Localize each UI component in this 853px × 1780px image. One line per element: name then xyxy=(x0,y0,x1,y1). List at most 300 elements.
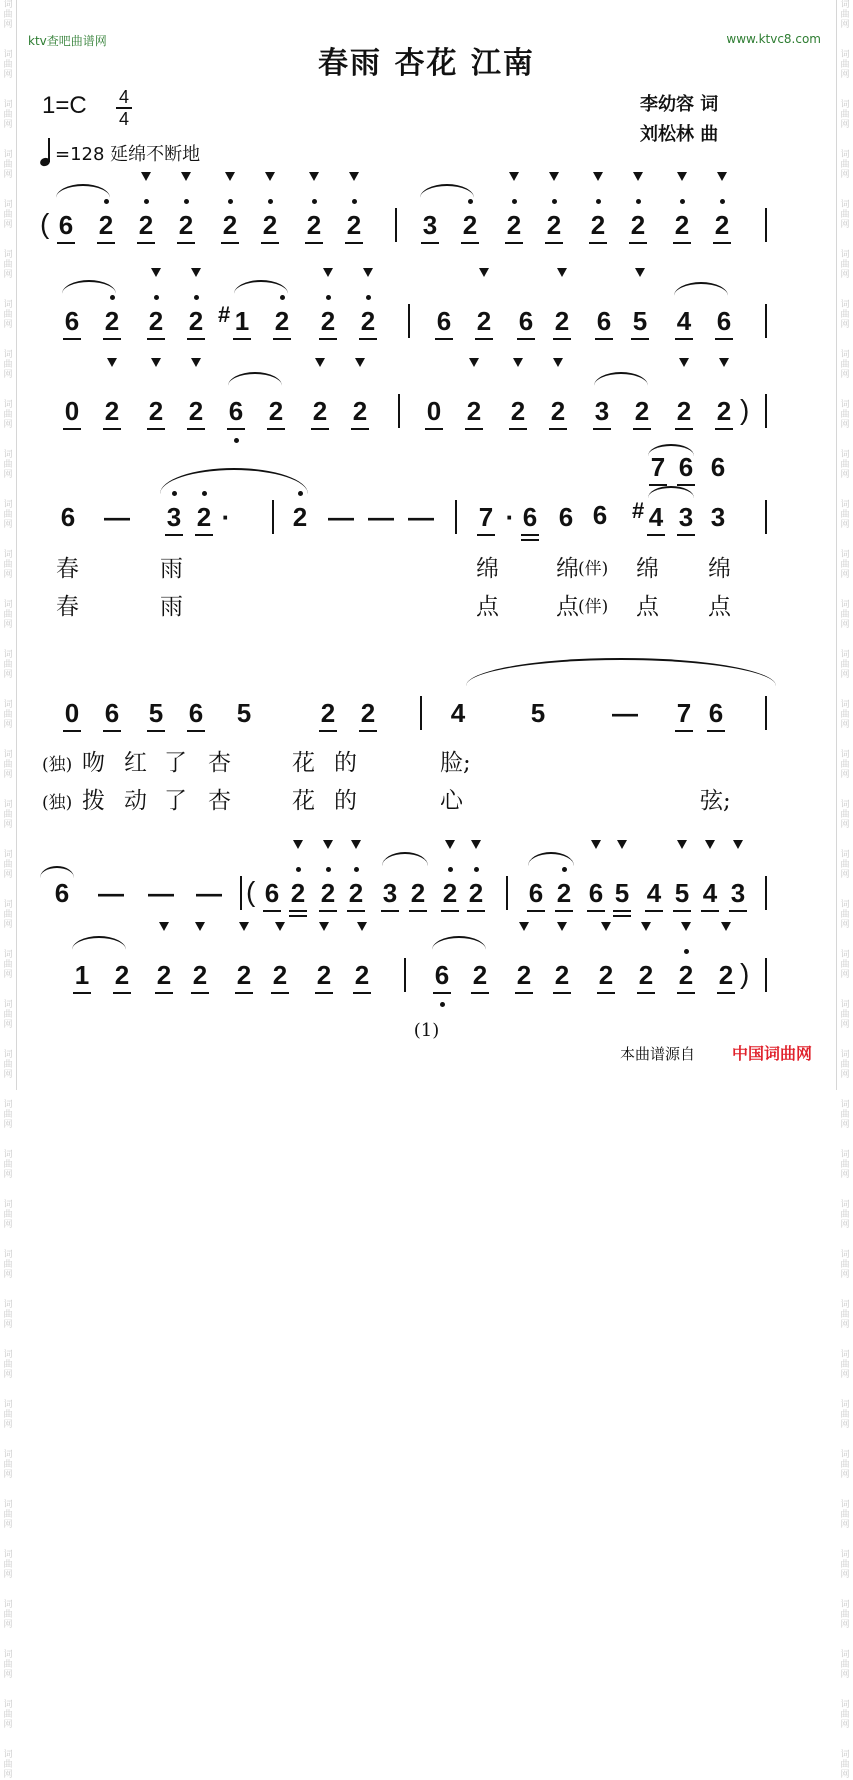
low-octave-dot xyxy=(440,1002,445,1007)
note: 2 xyxy=(460,212,480,238)
high-octave-dot xyxy=(326,295,331,300)
composer: 刘松林 曲 xyxy=(640,124,719,145)
high-octave-dot xyxy=(680,199,685,204)
lyric-word: 绵 xyxy=(708,556,731,582)
barline xyxy=(765,958,767,992)
note: 3 xyxy=(728,880,748,906)
note: 2 xyxy=(544,212,564,238)
beam-line xyxy=(97,242,115,244)
note: 6 xyxy=(706,700,726,726)
slur xyxy=(234,280,288,294)
beam-line xyxy=(517,338,535,340)
note: 2 xyxy=(628,212,648,238)
beam-line xyxy=(165,534,183,536)
note: 2 xyxy=(588,212,608,238)
high-octave-dot xyxy=(268,199,273,204)
note: 2 xyxy=(358,308,378,334)
lyricist: 李幼容 词 xyxy=(640,94,719,115)
lyric-word: 吻 xyxy=(82,750,105,776)
accent-mark xyxy=(705,840,715,849)
accent-mark xyxy=(549,172,559,181)
note: 2 xyxy=(102,308,122,334)
parenthesis: ( xyxy=(246,876,256,907)
beam-line xyxy=(137,242,155,244)
watermark-left: ktv查吧曲谱网 xyxy=(28,34,107,48)
beam-line xyxy=(305,242,323,244)
barline xyxy=(240,876,242,910)
beam-line xyxy=(113,992,131,994)
note: 6 xyxy=(676,454,696,480)
note: 4 xyxy=(646,504,666,530)
beam-line xyxy=(677,534,695,536)
slur xyxy=(674,282,728,296)
slur xyxy=(382,852,428,866)
beam-line xyxy=(351,428,369,430)
beam-line xyxy=(289,910,307,912)
beam-line xyxy=(549,428,567,430)
note: 7 xyxy=(648,454,668,480)
beam-line xyxy=(73,992,91,994)
note: 2 xyxy=(554,880,574,906)
beam-line xyxy=(359,338,377,340)
accent-mark xyxy=(617,840,627,849)
barline xyxy=(765,208,767,242)
note: 2 xyxy=(636,962,656,988)
accent-mark xyxy=(471,840,481,849)
slur xyxy=(648,444,694,456)
tempo-marking xyxy=(40,138,200,166)
slur xyxy=(528,852,574,866)
note: 2 xyxy=(260,212,280,238)
beam-line xyxy=(263,910,281,912)
beam-line xyxy=(267,428,285,430)
beam-line xyxy=(187,338,205,340)
accent-mark xyxy=(151,268,161,277)
beam-line xyxy=(195,534,213,536)
slur xyxy=(62,280,116,294)
lyric-word: 点 xyxy=(708,594,731,620)
barline xyxy=(765,394,767,428)
beam-line xyxy=(63,338,81,340)
note: 2 xyxy=(716,962,736,988)
slur xyxy=(594,372,648,386)
time-signature xyxy=(116,88,132,128)
note: 6 xyxy=(54,878,70,908)
beam-line xyxy=(63,428,81,430)
accent-mark xyxy=(355,358,365,367)
beam-line xyxy=(425,428,443,430)
high-octave-dot xyxy=(154,295,159,300)
note: — xyxy=(148,878,174,908)
accent-mark xyxy=(357,922,367,931)
note: 3 xyxy=(164,504,184,530)
lyric-word: 了 xyxy=(164,750,187,776)
beam-line xyxy=(235,992,253,994)
note: · xyxy=(505,502,515,532)
beam-line xyxy=(435,338,453,340)
beam-line xyxy=(347,910,365,912)
accent-mark xyxy=(445,840,455,849)
barline xyxy=(455,500,457,534)
accent-mark xyxy=(479,268,489,277)
note: 2 xyxy=(176,212,196,238)
beam-line xyxy=(477,534,495,536)
note: 6 xyxy=(526,880,546,906)
note: 2 xyxy=(514,962,534,988)
beam-line xyxy=(673,910,691,912)
high-octave-dot xyxy=(228,199,233,204)
beam-line xyxy=(677,484,695,486)
note: 0 xyxy=(424,398,444,424)
beam-line xyxy=(545,242,563,244)
accent-mark xyxy=(265,172,275,181)
note: 6 xyxy=(60,502,76,532)
accent-mark xyxy=(309,172,319,181)
lyric-word: 点 xyxy=(476,594,499,620)
beam-line xyxy=(701,910,719,912)
accent-mark xyxy=(733,840,743,849)
left-side-watermark: 词 曲 网 词 曲 网 词 曲 网 词 曲 网 词 曲 网 词 曲 网 词 曲 网 词 曲 网 词 曲 网 词 曲 网 词 曲 网 词 曲 网 词 曲 网 词 曲 网 词 曲 网 词 曲 网 词 曲 网 词 曲 网 词 曲 网 词 曲 网 词 曲 网 词 曲 网 词 曲 网 词 曲 网 词 曲 网 词 曲 网 词 曲 网 词 曲 网 词 曲 网 词 曲 网 词 曲 网 词 曲 网 词 曲 网 词 曲 网 词 曲 网 词 曲 网 xyxy=(3,0,13,1780)
note: 4 xyxy=(644,880,664,906)
beam-line xyxy=(713,242,731,244)
note: 1 xyxy=(72,962,92,988)
beam-line xyxy=(465,428,483,430)
slur xyxy=(56,184,110,198)
beam-line xyxy=(441,910,459,912)
note: 2 xyxy=(292,502,308,532)
accent-mark xyxy=(677,172,687,181)
beam-line xyxy=(715,338,733,340)
note: 6 xyxy=(62,308,82,334)
parenthesis: ( xyxy=(40,208,50,239)
slur xyxy=(432,936,486,950)
barline xyxy=(404,958,406,992)
high-octave-dot xyxy=(326,867,331,872)
accent-mark xyxy=(633,172,643,181)
quarter-note-icon xyxy=(40,138,52,166)
beam-line xyxy=(675,730,693,732)
high-octave-dot xyxy=(366,295,371,300)
beam-line xyxy=(319,338,337,340)
beam-line xyxy=(589,242,607,244)
accent-mark xyxy=(293,840,303,849)
note: 2 xyxy=(470,962,490,988)
parenthesis: ) xyxy=(740,394,750,425)
beam-line xyxy=(673,242,691,244)
beam-line xyxy=(729,910,747,912)
accent-mark xyxy=(195,922,205,931)
lyric-word: 春 xyxy=(56,594,79,620)
lyric-word: 绵 xyxy=(476,556,499,582)
beam-line xyxy=(233,338,251,340)
beam-line xyxy=(675,338,693,340)
footer-source: 本曲谱源自 xyxy=(620,1045,696,1063)
note: 2 xyxy=(314,962,334,988)
parenthesis: ) xyxy=(740,958,750,989)
barline xyxy=(765,876,767,910)
high-octave-dot xyxy=(468,199,473,204)
note: 6 xyxy=(434,308,454,334)
barline xyxy=(420,696,422,730)
lyric-word: 春 xyxy=(56,556,79,582)
time-sig-top: 4 xyxy=(118,87,129,107)
note: 6 xyxy=(594,308,614,334)
barline xyxy=(272,500,274,534)
high-octave-dot xyxy=(636,199,641,204)
note: 2 xyxy=(272,308,292,334)
note: — xyxy=(98,878,124,908)
beam-line xyxy=(381,910,399,912)
lyric-word: (独) xyxy=(42,755,73,775)
beam-line xyxy=(707,730,725,732)
note: 2 xyxy=(352,962,372,988)
note: 6 xyxy=(56,212,76,238)
high-octave-dot xyxy=(552,199,557,204)
beam-line xyxy=(155,992,173,994)
note: 6 xyxy=(102,700,122,726)
note: 2 xyxy=(672,212,692,238)
beam-line xyxy=(521,539,539,541)
accent-mark xyxy=(719,358,729,367)
barline xyxy=(398,394,400,428)
note: 2 xyxy=(146,398,166,424)
beam-line xyxy=(645,910,663,912)
accent-mark xyxy=(469,358,479,367)
note: 2 xyxy=(358,700,378,726)
note: 6 xyxy=(558,502,574,532)
note: 2 xyxy=(714,398,734,424)
barline xyxy=(506,876,508,910)
high-octave-dot xyxy=(312,199,317,204)
accent-mark xyxy=(635,268,645,277)
note: — xyxy=(368,502,394,532)
note: 2 xyxy=(154,962,174,988)
accent-mark xyxy=(351,840,361,849)
beam-line xyxy=(675,428,693,430)
sharp-sign: # xyxy=(218,302,231,327)
note: 2 xyxy=(350,398,370,424)
note: 2 xyxy=(136,212,156,238)
beam-line xyxy=(515,992,533,994)
time-sig-bottom: 4 xyxy=(118,109,129,129)
note: 2 xyxy=(318,308,338,334)
accent-mark xyxy=(323,840,333,849)
note: 2 xyxy=(288,880,308,906)
beam-line xyxy=(587,910,605,912)
note: 2 xyxy=(102,398,122,424)
lyric-word: 绵 xyxy=(556,556,579,582)
beam-line xyxy=(613,915,631,917)
beam-line xyxy=(57,242,75,244)
beam-line xyxy=(319,730,337,732)
high-octave-dot xyxy=(354,867,359,872)
lyric-word: 动 xyxy=(124,788,147,814)
lyric-word: 绵 xyxy=(636,556,659,582)
note: 2 xyxy=(466,880,486,906)
note: — xyxy=(612,698,638,728)
lyric-word: 了 xyxy=(164,788,187,814)
accent-mark xyxy=(363,268,373,277)
beam-line xyxy=(433,992,451,994)
accent-mark xyxy=(315,358,325,367)
beam-line xyxy=(319,910,337,912)
note: 3 xyxy=(380,880,400,906)
accent-mark xyxy=(191,268,201,277)
accent-mark xyxy=(323,268,333,277)
note: 2 xyxy=(712,212,732,238)
note: 4 xyxy=(700,880,720,906)
accent-mark xyxy=(641,922,651,931)
note: 3 xyxy=(592,398,612,424)
barline xyxy=(408,304,410,338)
high-octave-dot xyxy=(194,295,199,300)
note: 2 xyxy=(304,212,324,238)
beam-line xyxy=(289,915,307,917)
beam-line xyxy=(63,730,81,732)
note: — xyxy=(408,502,434,532)
note: 1 xyxy=(232,308,252,334)
slur xyxy=(72,936,126,950)
barline xyxy=(765,304,767,338)
note: 6 xyxy=(710,452,726,482)
accent-mark xyxy=(591,840,601,849)
accent-mark xyxy=(677,840,687,849)
note: 2 xyxy=(552,962,572,988)
beam-line xyxy=(467,910,485,912)
note: — xyxy=(196,878,222,908)
note: 2 xyxy=(310,398,330,424)
note: 5 xyxy=(672,880,692,906)
high-octave-dot xyxy=(512,199,517,204)
barline xyxy=(765,696,767,730)
accent-mark xyxy=(319,922,329,931)
beam-line xyxy=(717,992,735,994)
note: — xyxy=(328,502,354,532)
beam-line xyxy=(597,992,615,994)
high-octave-dot xyxy=(352,199,357,204)
note: 2 xyxy=(344,212,364,238)
note: 7 xyxy=(674,700,694,726)
beam-line xyxy=(311,428,329,430)
accent-mark xyxy=(557,268,567,277)
beam-line xyxy=(103,338,121,340)
note: 2 xyxy=(318,880,338,906)
high-octave-dot xyxy=(144,199,149,204)
barline xyxy=(765,500,767,534)
slur xyxy=(420,184,474,198)
watermark-right: www.ktvc8.com xyxy=(726,32,821,46)
lyric-word: 点 xyxy=(636,594,659,620)
key-signature: 1=C xyxy=(42,92,87,119)
beam-line xyxy=(715,428,733,430)
note: 6 xyxy=(186,700,206,726)
note: 2 xyxy=(220,212,240,238)
tempo-text: =128 延绵不断地 xyxy=(55,144,201,165)
beam-line xyxy=(631,338,649,340)
beam-line xyxy=(553,992,571,994)
accent-mark xyxy=(141,172,151,181)
note: 6 xyxy=(516,308,536,334)
note: 2 xyxy=(346,880,366,906)
high-octave-dot xyxy=(296,867,301,872)
note: 2 xyxy=(548,398,568,424)
lyric-word: 的 xyxy=(334,750,357,776)
beam-line xyxy=(221,242,239,244)
accent-mark xyxy=(553,358,563,367)
lyric-word: 拨 xyxy=(82,788,105,814)
note: 6 xyxy=(520,504,540,530)
note: 2 xyxy=(408,880,428,906)
accent-mark xyxy=(681,922,691,931)
beam-line xyxy=(273,338,291,340)
note: 6 xyxy=(226,398,246,424)
sharp-sign: # xyxy=(632,498,645,523)
lyric-word: 弦; xyxy=(700,788,731,814)
note: 0 xyxy=(62,398,82,424)
beam-line xyxy=(359,730,377,732)
beam-line xyxy=(261,242,279,244)
accent-mark xyxy=(519,922,529,931)
beam-line xyxy=(595,338,613,340)
beam-line xyxy=(227,428,245,430)
lyric-word: 花 xyxy=(292,788,315,814)
lyric-word: (伴) xyxy=(578,597,609,617)
note: 2 xyxy=(440,880,460,906)
note: 2 xyxy=(674,398,694,424)
accent-mark xyxy=(349,172,359,181)
note: 2 xyxy=(464,398,484,424)
high-octave-dot xyxy=(562,867,567,872)
beam-line xyxy=(629,242,647,244)
beam-line xyxy=(647,534,665,536)
beam-line xyxy=(345,242,363,244)
accent-mark xyxy=(679,358,689,367)
accent-mark xyxy=(181,172,191,181)
credits xyxy=(640,90,718,150)
note: 5 xyxy=(236,698,252,728)
high-octave-dot xyxy=(474,867,479,872)
page-number: (1) xyxy=(413,1020,440,1041)
note: 4 xyxy=(674,308,694,334)
accent-mark xyxy=(513,358,523,367)
note: · xyxy=(221,502,231,532)
high-octave-dot xyxy=(684,949,689,954)
note: 2 xyxy=(504,212,524,238)
accent-mark xyxy=(557,922,567,931)
accent-mark xyxy=(239,922,249,931)
lyric-word: 红 xyxy=(124,750,147,776)
high-octave-dot xyxy=(110,295,115,300)
note: 6 xyxy=(714,308,734,334)
lyric-word: (独) xyxy=(42,793,73,813)
note: 2 xyxy=(552,308,572,334)
beam-line xyxy=(103,428,121,430)
lyric-word: 杏 xyxy=(208,788,231,814)
accent-mark xyxy=(601,922,611,931)
lyric-word: 花 xyxy=(292,750,315,776)
high-octave-dot xyxy=(596,199,601,204)
beam-line xyxy=(633,428,651,430)
high-octave-dot xyxy=(448,867,453,872)
lyric-word: (伴) xyxy=(578,559,609,579)
note: 2 xyxy=(270,962,290,988)
beam-line xyxy=(637,992,655,994)
note: 3 xyxy=(676,504,696,530)
beam-line xyxy=(475,338,493,340)
lyric-word: 的 xyxy=(334,788,357,814)
accent-mark xyxy=(151,358,161,367)
lyric-word: 点 xyxy=(556,594,579,620)
